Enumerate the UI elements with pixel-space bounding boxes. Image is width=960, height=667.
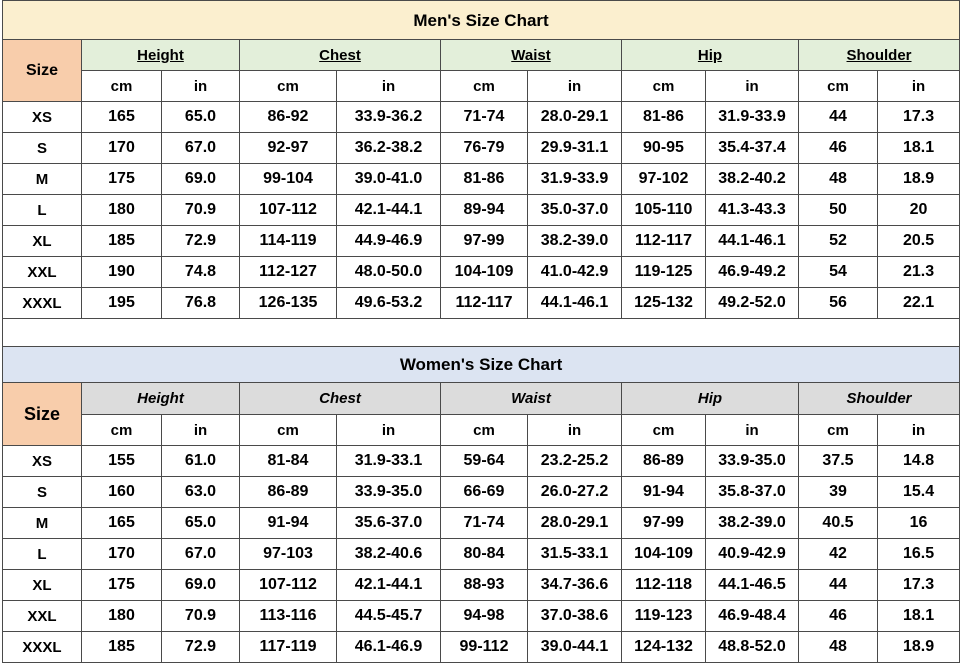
men-table-cell: 104-109: [441, 257, 528, 288]
men-table-cell: 114-119: [240, 226, 337, 257]
women-table-cell: 97-99: [622, 508, 706, 539]
women-table-cell: 124-132: [622, 632, 706, 663]
chart-gap: [3, 319, 960, 347]
men-table-cell: 72.9: [162, 226, 240, 257]
men-table-cell: 92-97: [240, 133, 337, 164]
women-table-cell: 165: [82, 508, 162, 539]
women-unit-cell: in: [162, 415, 240, 446]
women-table-cell: 34.7-36.6: [528, 570, 622, 601]
men-size-label: XXXL: [3, 288, 82, 319]
men-table-cell: 105-110: [622, 195, 706, 226]
men-table-cell: 97-102: [622, 164, 706, 195]
women-size-label: M: [3, 508, 82, 539]
men-unit-cell: in: [337, 71, 441, 102]
women-table-cell: 18.9: [878, 632, 960, 663]
men-hip-header: Hip: [622, 40, 799, 71]
women-table-cell: 160: [82, 477, 162, 508]
men-table-cell: 81-86: [622, 102, 706, 133]
women-table-cell: 112-118: [622, 570, 706, 601]
men-table-cell: 74.8: [162, 257, 240, 288]
women-table-cell: 42: [799, 539, 878, 570]
women-table-cell: 31.9-33.1: [337, 446, 441, 477]
women-table-cell: 180: [82, 601, 162, 632]
women-table-row: [3, 570, 960, 601]
men-table-cell: 20.5: [878, 226, 960, 257]
men-table-cell: 44.1-46.1: [706, 226, 799, 257]
women-hip-header: Hip: [622, 383, 799, 415]
women-table-cell: 71-74: [441, 508, 528, 539]
men-table-cell: 65.0: [162, 102, 240, 133]
women-table-cell: 35.8-37.0: [706, 477, 799, 508]
women-table-cell: 38.2-39.0: [706, 508, 799, 539]
men-table-cell: 70.9: [162, 195, 240, 226]
men-size-label: XS: [3, 102, 82, 133]
men-waist-header: Waist: [441, 40, 622, 71]
men-table-cell: 89-94: [441, 195, 528, 226]
men-table-cell: 48: [799, 164, 878, 195]
women-table-cell: 155: [82, 446, 162, 477]
women-table-cell: 40.5: [799, 508, 878, 539]
men-table-cell: 22.1: [878, 288, 960, 319]
men-table-cell: 190: [82, 257, 162, 288]
men-table-cell: 41.0-42.9: [528, 257, 622, 288]
men-table-cell: 20: [878, 195, 960, 226]
men-table-cell: 46: [799, 133, 878, 164]
men-table-cell: 99-104: [240, 164, 337, 195]
men-table-cell: 76.8: [162, 288, 240, 319]
men-table-cell: 29.9-31.1: [528, 133, 622, 164]
men-table-cell: 81-86: [441, 164, 528, 195]
women-table-cell: 40.9-42.9: [706, 539, 799, 570]
men-unit-cell: cm: [441, 71, 528, 102]
women-table-cell: 33.9-35.0: [706, 446, 799, 477]
men-table-row: [3, 164, 960, 195]
men-unit-cell: in: [706, 71, 799, 102]
women-table-row: [3, 508, 960, 539]
gap-cell: [3, 319, 960, 347]
women-table-cell: 38.2-40.6: [337, 539, 441, 570]
men-table-cell: 18.9: [878, 164, 960, 195]
women-table-cell: 97-103: [240, 539, 337, 570]
women-table-cell: 31.5-33.1: [528, 539, 622, 570]
men-table-cell: 175: [82, 164, 162, 195]
men-table-cell: 52: [799, 226, 878, 257]
men-unit-cell: in: [162, 71, 240, 102]
men-table-cell: 49.6-53.2: [337, 288, 441, 319]
men-table-cell: 185: [82, 226, 162, 257]
women-table-cell: 80-84: [441, 539, 528, 570]
men-table-cell: 31.9-33.9: [706, 102, 799, 133]
men-unit-row: [3, 71, 960, 102]
men-table-row: [3, 226, 960, 257]
women-table-cell: 94-98: [441, 601, 528, 632]
women-table-cell: 39: [799, 477, 878, 508]
men-table-cell: 36.2-38.2: [337, 133, 441, 164]
women-unit-cell: in: [337, 415, 441, 446]
women-table-cell: 72.9: [162, 632, 240, 663]
women-size-label: L: [3, 539, 82, 570]
men-unit-cell: cm: [82, 71, 162, 102]
men-group-header-row: [3, 40, 960, 71]
men-table-row: [3, 102, 960, 133]
women-unit-cell: in: [878, 415, 960, 446]
women-table-cell: 48.8-52.0: [706, 632, 799, 663]
women-unit-cell: in: [706, 415, 799, 446]
women-table-row: [3, 446, 960, 477]
women-table-cell: 88-93: [441, 570, 528, 601]
women-table-cell: 65.0: [162, 508, 240, 539]
women-table-cell: 86-89: [622, 446, 706, 477]
women-table-cell: 170: [82, 539, 162, 570]
women-table-cell: 69.0: [162, 570, 240, 601]
men-table-cell: 35.4-37.4: [706, 133, 799, 164]
men-height-header: Height: [82, 40, 240, 71]
men-table-row: [3, 133, 960, 164]
men-table-cell: 18.1: [878, 133, 960, 164]
women-table-cell: 46.1-46.9: [337, 632, 441, 663]
women-table-cell: 23.2-25.2: [528, 446, 622, 477]
women-size-header: Size: [3, 383, 82, 446]
men-size-header: Size: [3, 40, 82, 102]
men-table-cell: 21.3: [878, 257, 960, 288]
women-table-cell: 26.0-27.2: [528, 477, 622, 508]
men-table-cell: 170: [82, 133, 162, 164]
men-table-cell: 76-79: [441, 133, 528, 164]
women-unit-cell: in: [528, 415, 622, 446]
women-table-cell: 67.0: [162, 539, 240, 570]
men-table-cell: 44.9-46.9: [337, 226, 441, 257]
women-table-row: [3, 539, 960, 570]
men-table-cell: 112-117: [441, 288, 528, 319]
women-table-cell: 117-119: [240, 632, 337, 663]
men-table-cell: 31.9-33.9: [528, 164, 622, 195]
women-table-cell: 48: [799, 632, 878, 663]
women-chest-header: Chest: [240, 383, 441, 415]
men-table-cell: 107-112: [240, 195, 337, 226]
men-table-cell: 195: [82, 288, 162, 319]
men-table-cell: 180: [82, 195, 162, 226]
women-table-cell: 37.0-38.6: [528, 601, 622, 632]
women-table-cell: 28.0-29.1: [528, 508, 622, 539]
men-table-cell: 67.0: [162, 133, 240, 164]
women-unit-cell: cm: [441, 415, 528, 446]
women-table-cell: 35.6-37.0: [337, 508, 441, 539]
women-table-cell: 104-109: [622, 539, 706, 570]
women-table-cell: 70.9: [162, 601, 240, 632]
women-title-row: [3, 347, 960, 383]
men-table-row: [3, 257, 960, 288]
men-table-row: [3, 195, 960, 226]
men-size-label: S: [3, 133, 82, 164]
women-table-cell: 16.5: [878, 539, 960, 570]
men-table-cell: 54: [799, 257, 878, 288]
size-chart-table: [2, 0, 960, 663]
women-table-cell: 91-94: [240, 508, 337, 539]
women-table-cell: 66-69: [441, 477, 528, 508]
men-table-cell: 46.9-49.2: [706, 257, 799, 288]
women-table-cell: 33.9-35.0: [337, 477, 441, 508]
men-table-cell: 56: [799, 288, 878, 319]
women-table-cell: 46: [799, 601, 878, 632]
men-size-label: XXL: [3, 257, 82, 288]
women-table-cell: 44: [799, 570, 878, 601]
men-size-label: L: [3, 195, 82, 226]
men-unit-cell: cm: [622, 71, 706, 102]
women-table-cell: 91-94: [622, 477, 706, 508]
men-title-row: [3, 1, 960, 40]
men-table-cell: 44.1-46.1: [528, 288, 622, 319]
men-table-cell: 112-127: [240, 257, 337, 288]
men-table-cell: 28.0-29.1: [528, 102, 622, 133]
men-size-chart: [3, 1, 960, 319]
men-table-cell: 38.2-39.0: [528, 226, 622, 257]
women-size-label: XS: [3, 446, 82, 477]
men-unit-cell: in: [878, 71, 960, 102]
men-table-row: [3, 288, 960, 319]
men-unit-cell: cm: [799, 71, 878, 102]
men-table-cell: 86-92: [240, 102, 337, 133]
women-table-cell: 81-84: [240, 446, 337, 477]
women-table-row: [3, 601, 960, 632]
men-chest-header: Chest: [240, 40, 441, 71]
women-chart-title: Women's Size Chart: [3, 347, 960, 383]
women-table-cell: 61.0: [162, 446, 240, 477]
women-table-cell: 37.5: [799, 446, 878, 477]
men-table-cell: 49.2-52.0: [706, 288, 799, 319]
men-table-cell: 35.0-37.0: [528, 195, 622, 226]
men-size-label: M: [3, 164, 82, 195]
women-table-cell: 17.3: [878, 570, 960, 601]
women-table-cell: 175: [82, 570, 162, 601]
women-unit-cell: cm: [82, 415, 162, 446]
men-table-cell: 48.0-50.0: [337, 257, 441, 288]
men-unit-cell: cm: [240, 71, 337, 102]
women-table-cell: 44.5-45.7: [337, 601, 441, 632]
gap-row: [3, 319, 960, 347]
women-size-label: XL: [3, 570, 82, 601]
women-table-cell: 42.1-44.1: [337, 570, 441, 601]
men-size-label: XL: [3, 226, 82, 257]
men-table-cell: 33.9-36.2: [337, 102, 441, 133]
men-table-cell: 126-135: [240, 288, 337, 319]
women-table-cell: 46.9-48.4: [706, 601, 799, 632]
women-table-row: [3, 632, 960, 663]
women-table-cell: 14.8: [878, 446, 960, 477]
women-table-cell: 119-123: [622, 601, 706, 632]
men-table-cell: 165: [82, 102, 162, 133]
women-height-header: Height: [82, 383, 240, 415]
women-table-cell: 15.4: [878, 477, 960, 508]
men-table-cell: 97-99: [441, 226, 528, 257]
women-size-label: XXL: [3, 601, 82, 632]
men-chart-title: Men's Size Chart: [3, 1, 960, 40]
women-unit-cell: cm: [240, 415, 337, 446]
women-table-cell: 107-112: [240, 570, 337, 601]
women-size-chart: [3, 347, 960, 663]
women-table-row: [3, 477, 960, 508]
women-table-cell: 63.0: [162, 477, 240, 508]
men-table-cell: 69.0: [162, 164, 240, 195]
men-table-cell: 42.1-44.1: [337, 195, 441, 226]
men-table-cell: 119-125: [622, 257, 706, 288]
women-size-label: XXXL: [3, 632, 82, 663]
women-unit-cell: cm: [799, 415, 878, 446]
women-table-cell: 86-89: [240, 477, 337, 508]
men-table-cell: 17.3: [878, 102, 960, 133]
men-shoulder-header: Shoulder: [799, 40, 960, 71]
men-table-cell: 112-117: [622, 226, 706, 257]
women-size-label: S: [3, 477, 82, 508]
women-table-cell: 44.1-46.5: [706, 570, 799, 601]
men-table-cell: 41.3-43.3: [706, 195, 799, 226]
women-table-cell: 16: [878, 508, 960, 539]
men-table-cell: 38.2-40.2: [706, 164, 799, 195]
men-unit-cell: in: [528, 71, 622, 102]
men-table-cell: 125-132: [622, 288, 706, 319]
women-shoulder-header: Shoulder: [799, 383, 960, 415]
women-group-header-row: [3, 383, 960, 415]
women-table-cell: 39.0-44.1: [528, 632, 622, 663]
women-unit-cell: cm: [622, 415, 706, 446]
women-waist-header: Waist: [441, 383, 622, 415]
women-table-cell: 113-116: [240, 601, 337, 632]
women-table-cell: 99-112: [441, 632, 528, 663]
women-table-cell: 59-64: [441, 446, 528, 477]
women-table-cell: 185: [82, 632, 162, 663]
men-table-cell: 50: [799, 195, 878, 226]
men-table-cell: 90-95: [622, 133, 706, 164]
men-table-cell: 44: [799, 102, 878, 133]
men-table-cell: 71-74: [441, 102, 528, 133]
men-table-cell: 39.0-41.0: [337, 164, 441, 195]
women-unit-row: [3, 415, 960, 446]
women-table-cell: 18.1: [878, 601, 960, 632]
